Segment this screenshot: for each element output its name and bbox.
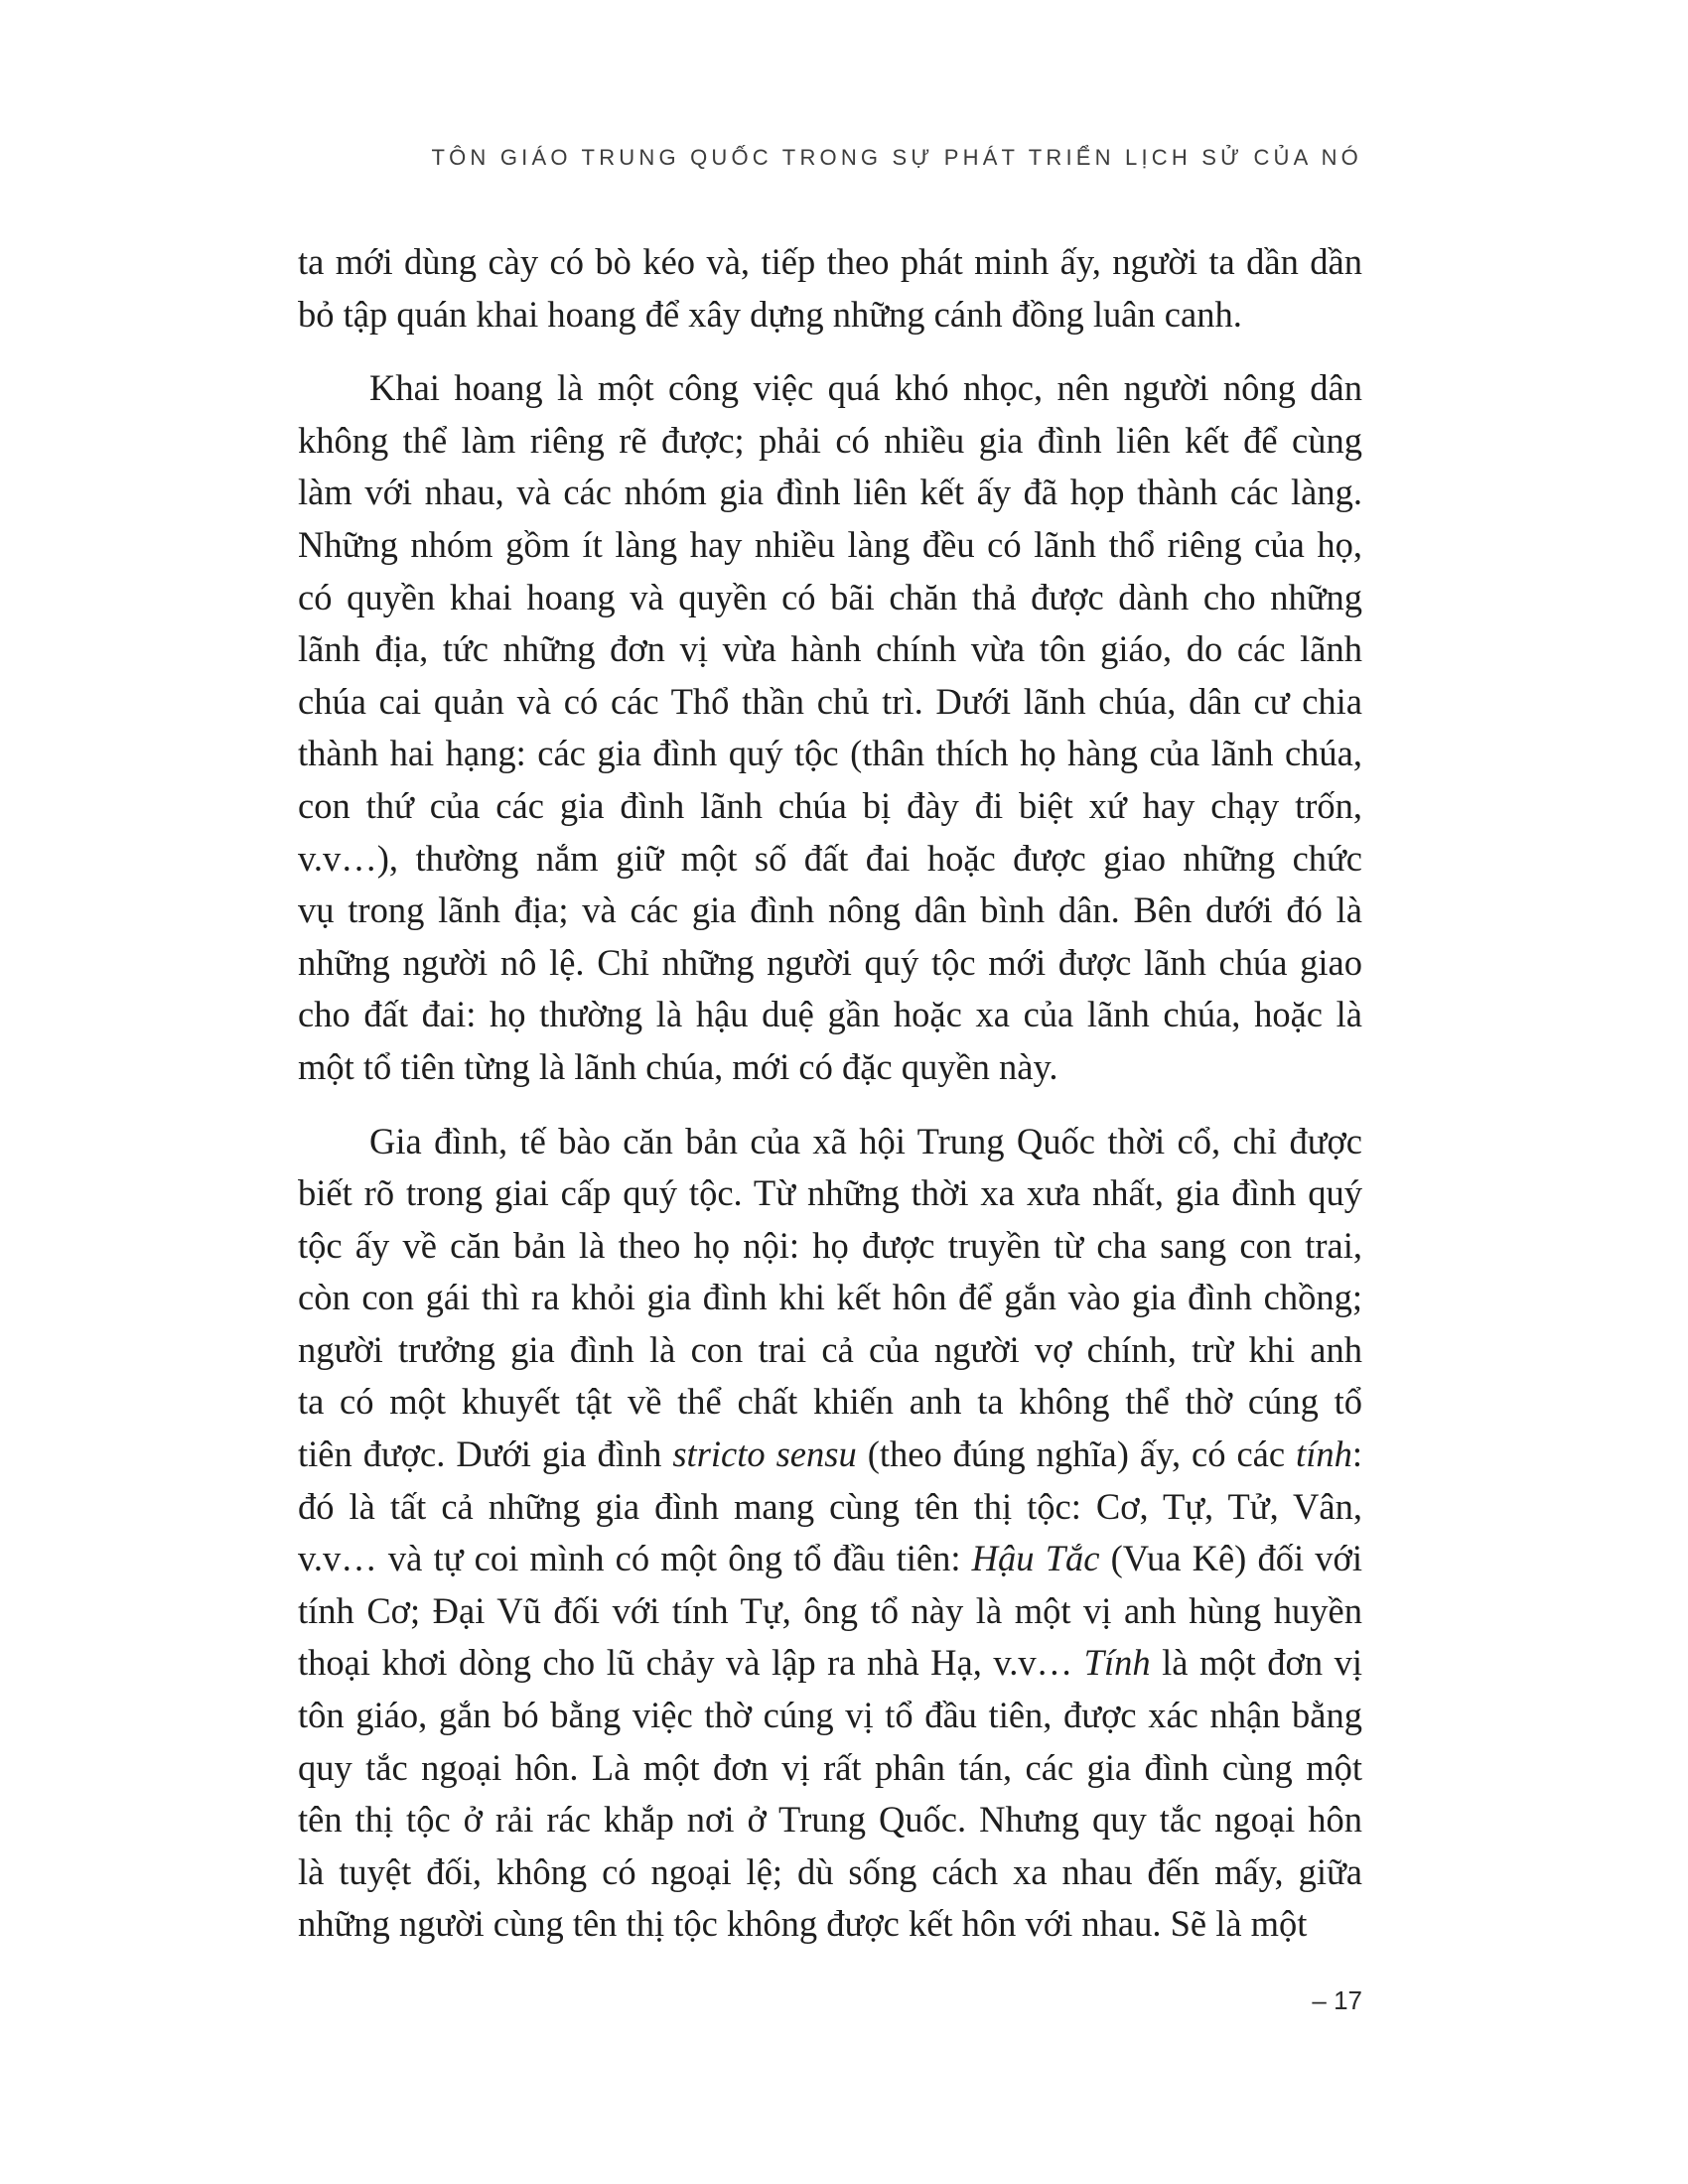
body-text <box>298 236 1362 1951</box>
text-line: làm với nhau, và các nhóm gia đình liên kết ấy đã họp thành các làng. <box>298 472 1362 513</box>
text-line: v.v… và tự coi mình có một ông tổ đầu tiên: Hậu Tắc (Vua Kê) đối với <box>298 1538 1363 1579</box>
text-line: có quyền khai hoang và quyền có bãi chăn thả được dành cho những <box>298 576 1362 617</box>
text-line: Khai hoang là một công việc quá khó nhọc, nên người nông dân <box>369 367 1362 409</box>
text-line: ta mới dùng cày có bò kéo và, tiếp theo phát minh ấy, người ta dần dần <box>298 241 1362 282</box>
text-line: biết rõ trong giai cấp quý tộc. Từ những thời xa xưa nhất, gia đình quý <box>298 1172 1362 1214</box>
paragraph-1 <box>298 236 1362 341</box>
text-line: một tổ tiên từng là lãnh chúa, mới có đặc quyền này. <box>298 1045 1058 1087</box>
paragraph-3 <box>298 1116 1362 1952</box>
text-line: lãnh địa, tức những đơn vị vừa hành chính vừa tôn giáo, do các lãnh <box>298 628 1362 670</box>
running-header: TÔN GIÁO TRUNG QUỐC TRONG SỰ PHÁT TRIỂN LỊCH SỬ CỦA NÓ <box>431 145 1362 170</box>
text-line: còn con gái thì ra khỏi gia đình khi kết hôn để gắn vào gia đình chồng; <box>298 1277 1362 1318</box>
text-line: Gia đình, tế bào căn bản của xã hội Trung Quốc thời cổ, chỉ được <box>369 1120 1362 1161</box>
text-line: thoại khơi dòng cho lũ chảy và lập ra nhà Hạ, v.v… Tính là một đơn vị <box>298 1642 1362 1684</box>
text-line: vụ trong lãnh địa; và các gia đình nông dân bình dân. Bên dưới đó là <box>298 889 1362 931</box>
text-line: Những nhóm gồm ít làng hay nhiều làng đều có lãnh thổ riêng của họ, <box>298 523 1362 565</box>
paragraph-2 <box>298 362 1362 1093</box>
text-line: v.v…), thường nắm giữ một số đất đai hoặc được giao những chức <box>298 837 1362 879</box>
text-line: những người cùng tên thị tộc không được kết hôn với nhau. Sẽ là một <box>298 1903 1308 1945</box>
text-line: không thể làm riêng rẽ được; phải có nhiều gia đình liên kết để cùng <box>298 419 1362 461</box>
text-line: con thứ của các gia đình lãnh chúa bị đày đi biệt xứ hay chạy trốn, <box>298 784 1362 826</box>
text-line: đó là tất cả những gia đình mang cùng tên thị tộc: Cơ, Tự, Tử, Vân, <box>298 1485 1362 1527</box>
text-line: tôn giáo, gắn bó bằng việc thờ cúng vị tổ đầu tiên, được xác nhận bằng <box>298 1695 1362 1736</box>
text-line: ta có một khuyết tật về thể chất khiến anh ta không thể thờ cúng tổ <box>298 1381 1362 1423</box>
text-line: tính Cơ; Đại Vũ đối với tính Tự, ông tổ này là một vị anh hùng huyền <box>298 1589 1362 1631</box>
text-line: thành hai hạng: các gia đình quý tộc (thân thích họ hàng của lãnh chúa, <box>298 733 1362 774</box>
text-line: người trưởng gia đình là con trai cả của người vợ chính, trừ khi anh <box>298 1328 1362 1370</box>
text-line: những người nô lệ. Chỉ những người quý tộc mới được lãnh chúa giao <box>298 941 1362 983</box>
text-line: tộc ấy về căn bản là theo họ nội: họ được truyền từ cha sang con trai, <box>298 1224 1362 1266</box>
text-line: chúa cai quản và có các Thổ thần chủ trì. Dưới lãnh chúa, dân cư chia <box>298 680 1362 722</box>
text-line: tên thị tộc ở rải rác khắp nơi ở Trung Quốc. Nhưng quy tắc ngoại hôn <box>298 1799 1362 1841</box>
text-line: cho đất đai: họ thường là hậu duệ gần hoặc xa của lãnh chúa, hoặc là <box>298 994 1362 1035</box>
text-line: là tuyệt đối, không có ngoại lệ; dù sống cách xa nhau đến mấy, giữa <box>298 1850 1362 1892</box>
text-line: quy tắc ngoại hôn. Là một đơn vị rất phân tán, các gia đình cùng một <box>298 1746 1362 1788</box>
page-number: – 17 <box>1312 1985 1362 2015</box>
text-line: bỏ tập quán khai hoang để xây dựng những cánh đồng luân canh. <box>298 293 1242 335</box>
text-line: tiên được. Dưới gia đình stricto sensu (theo đúng nghĩa) ấy, có các tính: <box>298 1433 1362 1475</box>
